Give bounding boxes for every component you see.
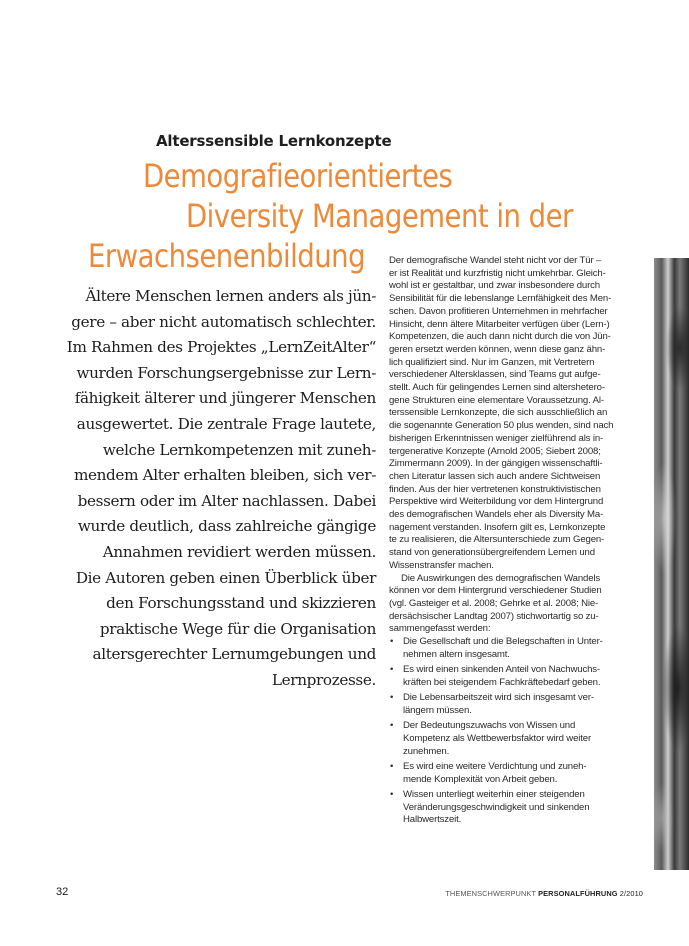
bullet-line: Halbwertszeit. xyxy=(403,814,462,826)
headline-line-2: Diversity Management in der xyxy=(186,197,573,235)
lead-line: praktische Wege für die Organisation xyxy=(99,619,376,638)
bullet-icon: • xyxy=(390,788,394,800)
list-item xyxy=(389,692,641,717)
bullet-icon: • xyxy=(390,636,394,648)
body-line: Zimmermann 2009). In der gängigen wissenschaftli- xyxy=(389,458,603,470)
lead-line: wurden Forschungsergebnisse zur Lern- xyxy=(76,363,376,382)
bullet-icon: • xyxy=(390,664,394,676)
bullet-line: kräften bei steigendem Fachkräftebedarf geben. xyxy=(403,676,601,688)
lead-line: Im Rahmen des Projektes „LernZeitAlter“ xyxy=(66,338,376,357)
footer-issue: 2/2010 xyxy=(619,889,643,898)
headline-line-3: Erwachsenenbildung xyxy=(88,237,366,275)
bullet-line: mende Komplexität von Arbeit geben. xyxy=(403,773,558,785)
body-line: schen. Davon profitieren Unternehmen in mehrfacher xyxy=(389,305,608,317)
body-line: finden. Aus der hier vertretenen konstruktivistischen xyxy=(389,483,601,495)
kicker: Alterssensible Lernkonzepte xyxy=(156,132,392,150)
body-paragraph-1 xyxy=(389,255,641,573)
headline-line-1: Demografieorientiertes xyxy=(143,157,453,195)
bullet-line: Kompetenz als Wettbewerbsfaktor wird weiter xyxy=(403,732,591,744)
bullet-icon: • xyxy=(390,720,394,732)
photo-strip xyxy=(654,258,689,870)
body-line: Perspektive wird Weiterbildung vor dem Hintergrund xyxy=(389,496,604,508)
body-line: gene Strukturen eine elementare Voraussetzung. Al- xyxy=(389,394,604,406)
bullet-line: zunehmen. xyxy=(403,745,450,757)
body-line: chen Literatur lassen sich auch andere Sichtweisen xyxy=(389,470,601,482)
lead-line: ausgewertet. Die zentrale Frage lautete, xyxy=(76,414,376,433)
lead-line: Die Autoren geben einen Überblick über xyxy=(75,568,376,587)
body-line: Kompetenzen, die auch dann nicht durch die von Jün- xyxy=(389,331,611,343)
list-item xyxy=(389,761,641,786)
body-line: Der demografische Wandel steht nicht vor der Tür – xyxy=(389,255,602,266)
body-line: sammengefasst werden: xyxy=(389,623,491,635)
bullet-line: nehmen altern insgesamt. xyxy=(403,648,510,660)
bullet-line: Der Bedeutungszuwachs von Wissen und xyxy=(403,720,576,732)
bullet-line: Veränderungsgeschwindigkeit und sinkenden xyxy=(403,801,590,813)
bullet-line: längern müssen. xyxy=(403,704,472,716)
body-line: die sogenannte Generation 50 plus wenden, sind nach xyxy=(389,420,614,432)
lead-line: Ältere Menschen lernen anders als jün- xyxy=(85,287,376,305)
body-paragraph-2 xyxy=(389,573,641,637)
body-column xyxy=(389,255,641,830)
lead-line: Lernprozesse. xyxy=(271,670,376,689)
body-line: Sensibilität für die lebenslange Lernfähigkeit des Men- xyxy=(389,293,612,305)
list-item xyxy=(389,636,641,661)
bullet-icon: • xyxy=(390,760,394,772)
lead-line: welche Lernkompetenzen mit zuneh- xyxy=(102,440,376,459)
lead-line: den Forschungsstand und skizzieren xyxy=(106,594,376,613)
footer-magazine: PERSONALFÜHRUNG xyxy=(538,889,618,898)
body-line: können vor dem Hintergrund verschiedener Studien xyxy=(389,585,602,597)
running-footer xyxy=(445,889,643,898)
bullet-line: Es wird einen sinkenden Anteil von Nachwuchs- xyxy=(403,664,600,676)
body-line: dersächsischer Landtag 2007) stichwortartig so zu- xyxy=(389,610,599,622)
lead-line: gere – aber nicht automatisch schlechter. xyxy=(71,312,376,331)
bullet-line: Die Gesellschaft und die Belegschaften in Unter- xyxy=(403,636,603,648)
body-line: des demografischen Wandels eher als Diversity Ma- xyxy=(389,509,604,521)
lead-line: Annahmen revidiert werden müssen. xyxy=(102,542,376,561)
body-line: Die Auswirkungen des demografischen Wandels xyxy=(401,572,601,584)
page-number: 32 xyxy=(56,886,69,898)
body-line: bisherigen Erkenntnissen weniger zielführend als in- xyxy=(389,432,604,444)
lead-line: fähigkeit älterer und jüngerer Menschen xyxy=(74,389,376,408)
body-line: (vgl. Gasteiger et al. 2008; Gehrke et al. 2008; Nie- xyxy=(389,597,599,609)
bullet-list xyxy=(389,636,641,827)
body-line: geren ersetzt werden können, wenn diese ganz ähn- xyxy=(389,343,606,355)
bullet-icon: • xyxy=(390,692,394,704)
body-line: te zu realisieren, die Altersunterschiede zum Gegen- xyxy=(389,534,605,546)
body-line: terssensible Lernkonzepte, die sich ausschließlich an xyxy=(389,407,608,419)
list-item xyxy=(389,720,641,758)
lead-paragraph xyxy=(56,284,376,694)
body-line: stand von generationsübergreifendem Lernen und xyxy=(389,547,595,559)
body-line: stellt. Auch für gelingendes Lernen sind altershetero- xyxy=(389,382,605,394)
lead-line: wurde deutlich, dass zahlreiche gängige xyxy=(77,517,376,536)
body-line: Hinsicht, denn ältere Mitarbeiter verfügen über (Lern-) xyxy=(389,318,610,330)
body-line: tergenerative Konzepte (Arnold 2005; Siebert 2008; xyxy=(389,445,601,457)
body-line: Wissenstransfer machen. xyxy=(389,559,494,571)
list-item xyxy=(389,789,641,827)
bullet-line: Es wird eine weitere Verdichtung und zuneh- xyxy=(403,760,587,772)
footer-topic: THEMENSCHWERPUNKT xyxy=(445,889,536,898)
lead-line: mendem Alter erhalten bleiben, sich ver- xyxy=(73,466,376,485)
lead-line: bessern oder im Alter nachlassen. Dabei xyxy=(77,491,376,510)
bullet-line: Die Lebensarbeitszeit wird sich insgesamt ver- xyxy=(403,692,594,704)
body-line: er ist Realität und kurzfristig nicht umkehrbar. Gleich- xyxy=(389,267,606,279)
lead-line: altersgerechter Lernumgebungen und xyxy=(92,645,376,664)
bullet-line: Wissen unterliegt weiterhin einer steigenden xyxy=(403,788,585,800)
body-line: nagement verstanden. Insofern gilt es, Lernkonzepte xyxy=(389,521,606,533)
list-item xyxy=(389,664,641,689)
body-line: verschiedener Altersklassen, sind Teams gut aufge- xyxy=(389,369,601,381)
body-line: wohl ist er gestaltbar, und zwar insbesondere durch xyxy=(389,280,600,292)
body-line: lich qualifiziert sind. Nur im Ganzen, mit Vertretern xyxy=(389,356,595,368)
